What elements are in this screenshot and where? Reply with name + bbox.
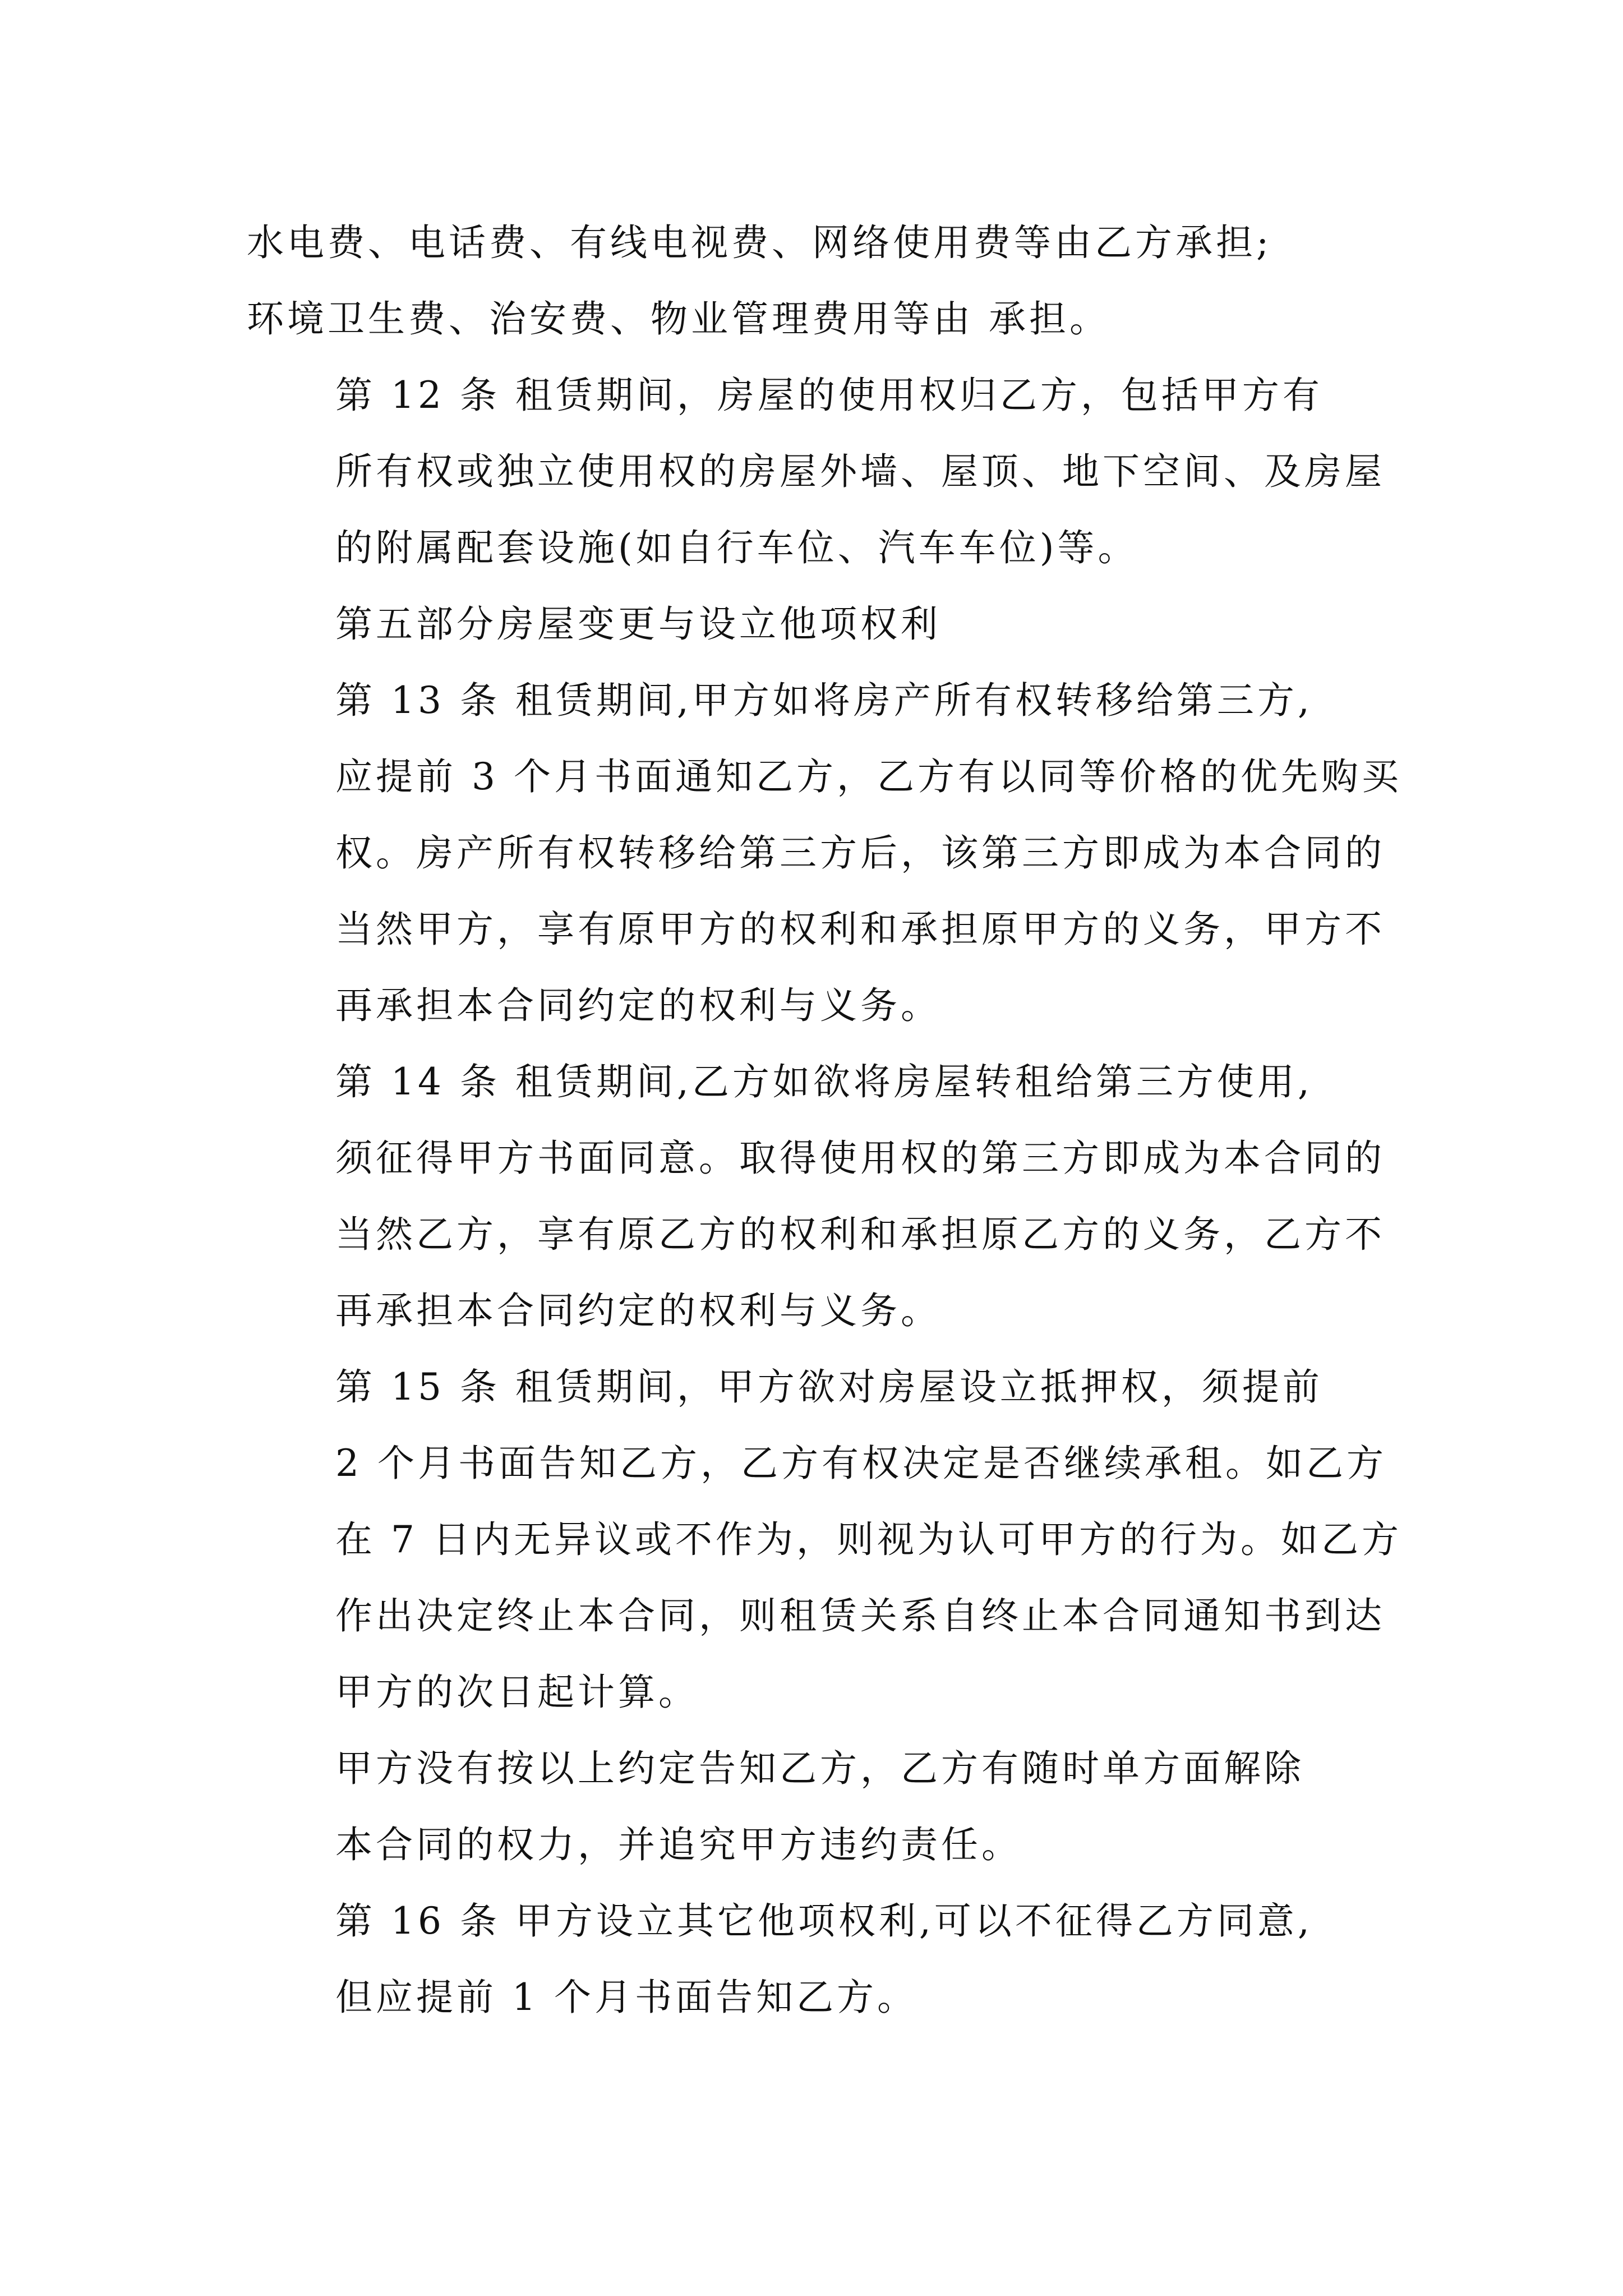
text-line: 甲方的次日起计算。 — [335, 1671, 699, 1714]
text-line: 的附属配套设施(如自行车位、汽车车位)等。 — [335, 526, 1138, 569]
text-line: 第 14 条 租赁期间,乙方如欲将房屋转租给第三方使用, — [335, 1060, 1313, 1103]
text-line: 水电费、电话费、有线电视费、网络使用费等由乙方承担; — [247, 221, 1272, 264]
paragraph-article-16 — [247, 1883, 1380, 2036]
text-line: 在 7 日内无异议或不作为，则视为认可甲方的行为。如乙方 — [335, 1518, 1402, 1561]
text-line: 2 个月书面告知乙方，乙方有权决定是否继续承租。如乙方 — [335, 1442, 1387, 1485]
text-line: 应提前 3 个月书面通知乙方，乙方有以同等价格的优先购买 — [335, 755, 1402, 798]
text-line: 当然甲方，享有原甲方的权利和承担原甲方的义务，甲方不 — [335, 908, 1385, 951]
paragraph-article-13 — [247, 662, 1402, 1044]
paragraph-article-12 — [247, 357, 1385, 586]
text-line: 第 16 条 甲方设立其它他项权利,可以不征得乙方同意, — [335, 1899, 1313, 1943]
text-line: 第五部分房屋变更与设立他项权利 — [335, 602, 941, 646]
text-line: 所有权或独立使用权的房屋外墙、屋顶、地下空间、及房屋 — [335, 450, 1385, 493]
text-line: 须征得甲方书面同意。取得使用权的第三方即成为本合同的 — [335, 1137, 1385, 1180]
text-line: 作出决定终止本合同，则租赁关系自终止本合同通知书到达 — [335, 1594, 1385, 1637]
text-line: 再承担本合同约定的权利与义务。 — [335, 1289, 941, 1332]
text-line: 环境卫生费、治安费、物业管理费用等由 承担。 — [247, 297, 1110, 341]
text-line: 权。房产所有权转移给第三方后，该第三方即成为本合同的 — [335, 831, 1385, 875]
text-line: 第 13 条 租赁期间,甲方如将房产所有权转移给第三方, — [335, 679, 1313, 722]
paragraph-notice-breach — [247, 1731, 1380, 1883]
paragraph-article-14 — [247, 1044, 1385, 1349]
text-line: 但应提前 1 个月书面告知乙方。 — [335, 1976, 917, 2019]
text-line: 第 12 条 租赁期间，房屋的使用权归乙方，包括甲方有 — [335, 374, 1323, 417]
text-line: 再承担本合同约定的权利与义务。 — [335, 984, 941, 1027]
paragraph-article-15 — [247, 1349, 1402, 1731]
text-line: 当然乙方，享有原乙方的权利和承担原乙方的义务，乙方不 — [335, 1213, 1385, 1256]
text-line: 本合同的权力，并追究甲方违约责任。 — [335, 1823, 1022, 1866]
document-body — [247, 205, 1402, 2036]
paragraph-fees — [247, 205, 1380, 357]
text-line: 甲方没有按以上约定告知乙方，乙方有随时单方面解除 — [335, 1747, 1304, 1790]
text-line: 第 15 条 租赁期间，甲方欲对房屋设立抵押权，须提前 — [335, 1365, 1323, 1409]
section-heading-part-5 — [247, 586, 1380, 662]
